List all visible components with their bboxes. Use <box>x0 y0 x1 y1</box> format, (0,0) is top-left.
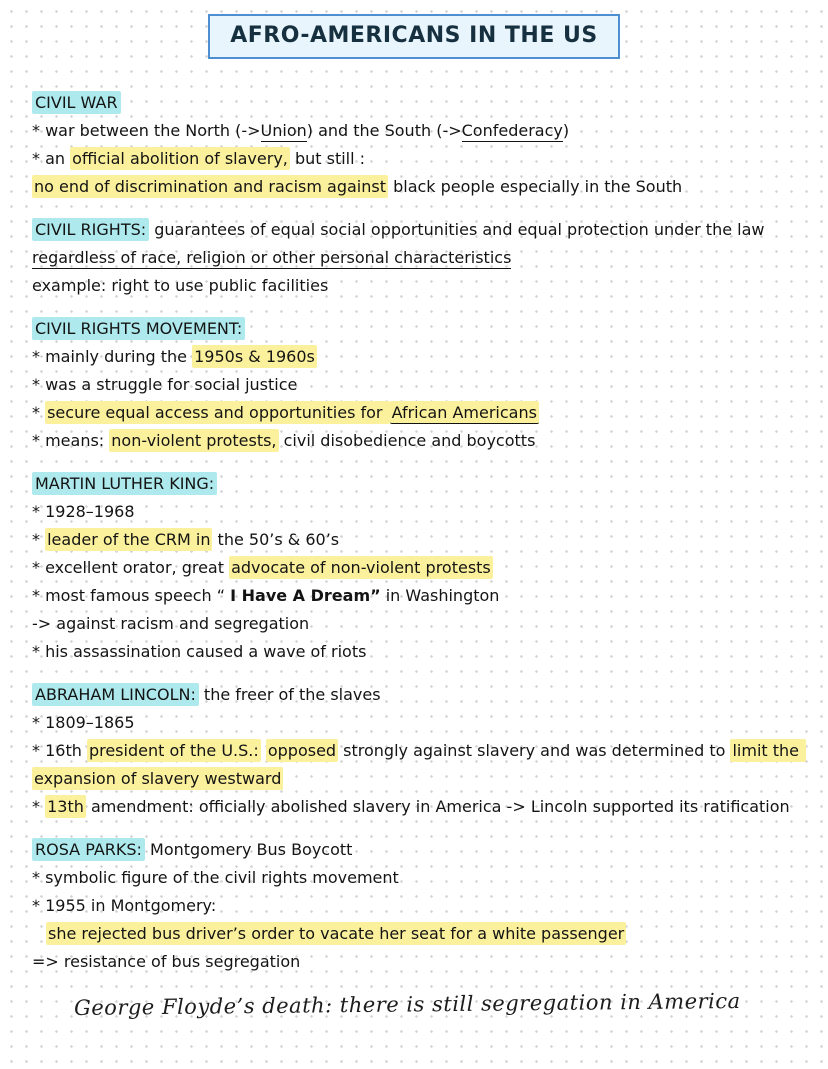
note-text: secure equal access and opportunities for <box>47 403 388 422</box>
note-line <box>32 864 800 892</box>
note-text: -> against racism and segregation <box>32 614 310 633</box>
note-text: * <box>32 403 46 422</box>
note-text: no end of discrimination and racism against <box>34 177 386 196</box>
note-text: leader of the CRM in <box>47 530 211 549</box>
note-text: limit the expansion of slavery westward <box>34 741 805 788</box>
section-heading-text: ABRAHAM LINCOLN: <box>32 683 199 706</box>
note-text: Montgomery Bus Boycott <box>144 840 353 859</box>
note-text: civil disobedience and boycotts <box>278 431 536 450</box>
note-line <box>32 173 800 201</box>
note-line <box>32 554 800 582</box>
note-line <box>32 498 800 526</box>
note-text: * excellent orator, great <box>32 558 230 577</box>
section-heading-text: MARTIN LUTHER KING: <box>32 472 217 495</box>
note-line <box>32 315 800 343</box>
note-text: * war between the North (-> <box>32 121 261 140</box>
note-text: strongly against slavery and was determined to <box>338 741 731 760</box>
note-section <box>32 681 805 821</box>
note-text: * most famous speech “ <box>32 586 231 605</box>
note-text: * <box>32 797 46 816</box>
note-section <box>32 315 800 455</box>
note-text: * mainly during the <box>32 347 193 366</box>
note-text: 13th <box>47 797 84 816</box>
note-line <box>32 470 800 498</box>
note-text: guarantees of equal social opportunities and equal protection under the law <box>149 220 770 239</box>
note-line <box>32 836 800 864</box>
note-line <box>32 920 800 948</box>
note-text: * his assassination caused a wave of riots <box>32 642 367 661</box>
note-section <box>32 89 800 201</box>
page-title: AFRO-AMERICANS IN THE US <box>208 14 619 59</box>
note-text: regardless of race, religion or other personal characteristics <box>32 248 512 267</box>
note-line <box>32 526 800 554</box>
note-text: example: right to use public facilities <box>32 276 329 295</box>
note-text: * means: <box>32 431 110 450</box>
note-text: black people especially in the South <box>388 177 683 196</box>
note-text: the 50’s & 60’s <box>212 530 340 549</box>
note-text: African Americans <box>391 403 537 422</box>
handwritten-note: George Floyde’s death: there is still segregation in America <box>73 988 741 1020</box>
note-line <box>32 638 800 666</box>
note-text: * was a struggle for social justice <box>32 375 298 394</box>
note-text: advocate of non-violent protests <box>231 558 491 577</box>
page-header <box>0 14 828 59</box>
note-text: * an <box>32 149 71 168</box>
note-section <box>32 836 800 976</box>
note-line <box>32 427 800 455</box>
note-text: * <box>32 530 46 549</box>
note-text: official abolition of slavery, <box>72 149 288 168</box>
note-text: 1950s & 1960s <box>194 347 315 366</box>
note-text: non-violent protests, <box>111 431 277 450</box>
note-body <box>0 89 828 976</box>
note-text: => resistance of bus segregation <box>32 952 301 971</box>
note-text: Union <box>260 121 307 140</box>
note-line <box>32 117 800 145</box>
note-text: * 1955 in Montgomery: <box>32 896 217 915</box>
note-line <box>32 892 800 920</box>
section-heading-text: CIVIL WAR <box>32 91 121 114</box>
note-line <box>32 709 800 737</box>
note-text: she rejected bus driver’s order to vacate her seat for a white passenger <box>48 924 625 943</box>
note-text: * 1928–1968 <box>32 502 135 521</box>
note-line <box>32 793 800 821</box>
note-line <box>32 737 805 793</box>
note-section <box>32 470 800 666</box>
note-text: president of the U.S.: <box>88 741 259 760</box>
section-heading-text: CIVIL RIGHTS MOVEMENT: <box>32 317 245 340</box>
note-line <box>32 399 800 427</box>
note-text: Confederacy <box>461 121 563 140</box>
note-text: * 16th <box>32 741 87 760</box>
note-line <box>32 272 800 300</box>
note-text: ) <box>562 121 570 140</box>
note-text: * 1809–1865 <box>32 713 135 732</box>
note-text: ) and the South (-> <box>306 121 462 140</box>
section-heading-text: ROSA PARKS: <box>32 838 145 861</box>
note-line <box>32 216 800 272</box>
note-text: but still : <box>289 149 366 168</box>
note-text: in Washington <box>380 586 500 605</box>
note-line <box>32 371 800 399</box>
note-section <box>32 216 800 300</box>
section-heading-text: CIVIL RIGHTS: <box>32 218 149 241</box>
note-line <box>32 343 800 371</box>
note-line <box>32 145 800 173</box>
note-text: I Have A Dream” <box>230 586 381 605</box>
note-line <box>32 681 800 709</box>
note-line <box>32 610 800 638</box>
note-line <box>32 948 800 976</box>
note-line <box>32 89 800 117</box>
note-line <box>32 582 800 610</box>
note-text: opposed <box>267 741 337 760</box>
note-text: the freer of the slaves <box>198 685 381 704</box>
note-text: * symbolic figure of the civil rights movement <box>32 868 399 887</box>
note-text: amendment: officially abolished slavery in America -> Lincoln supported its ratification <box>85 797 790 816</box>
